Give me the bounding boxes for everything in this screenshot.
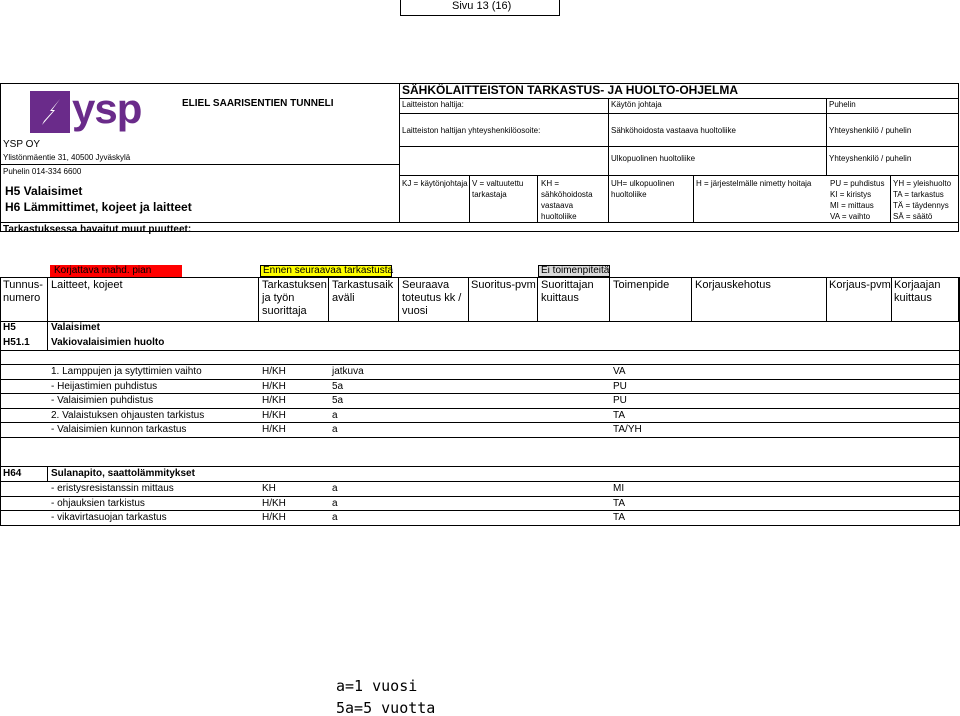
col-next-2: toteutus kk / [402,292,462,304]
table-row-interval: a [332,424,338,435]
group2-code: H64 [3,468,22,479]
section-h6: H6 Lämmittimet, kojeet ja laitteet [5,200,192,214]
field-contact-phone-1: Yhteyshenkilö / puhelin [829,126,912,135]
table-row-action: MI [613,483,625,494]
table-row-item: 2. Valaistuksen ohjausten tarkistus [51,410,205,421]
findings-label: Tarkastuksessa havaitut muut puutteet: [3,224,192,235]
legend-yh: YH = yleishuolto [893,179,952,188]
col-id-2: numero [3,292,41,304]
table-row-who: H/KH [262,366,286,377]
table-row-action: TA [613,512,626,523]
legend-mi: MI = mittaus [830,201,874,210]
col-inspector-2: ja työn [262,292,295,304]
table-row-interval: a [332,498,338,509]
legend-va: VA = vaihto [830,212,871,221]
company-phone: Puhelin 014-334 6600 [3,167,82,176]
note-5a-five-years: 5a=5 vuotta [336,699,436,716]
table-row-action: TA/YH [613,424,642,435]
group1-title1: Valaisimet [51,322,100,333]
field-owner: Laitteiston haltija: [402,100,464,109]
note-a-one-year: a=1 vuosi [336,677,418,695]
table-row-interval: 5a [332,381,344,392]
building-name: ELIEL SAARISENTIEN TUNNELI [182,98,334,109]
legend-ki: KI = kiristys [830,190,872,199]
table-row-item: 1. Lamppujen ja sytyttimien vaihto [51,366,202,377]
status-urgent-label: Korjattava mahd. pian [54,265,152,276]
col-next-3: vuosi [402,305,428,317]
table-row-item: - Valaisimien kunnon tarkastus [51,424,187,435]
table-row-item: - Valaisimien puhdistus [51,395,154,406]
group2-title: Sulanapito, saattolämmitykset [51,468,195,479]
field-contact-phone-2: Yhteyshenkilö / puhelin [829,154,912,163]
legend-sae: SÄ = säätö [893,212,933,221]
table-row-who: KH [262,483,276,494]
legend-ta: TA = tarkastus [893,190,944,199]
table-row-action: PU [613,381,627,392]
table-row-item: - ohjauksien tarkistus [51,498,145,509]
col-fix-request: Korjauskehotus [695,279,771,291]
status-no-action-label: Ei toimenpiteitä [541,265,610,276]
table-row-who: H/KH [262,498,286,509]
field-operator: Käytön johtaja [611,100,662,109]
table-row-interval: a [332,410,338,421]
legend-kh-3: vastaava [541,201,574,210]
col-inspector-1: Tarkastuksen [262,279,327,291]
col-interval-2: aväli [332,292,355,304]
table-row-item: - vikavirtasuojan tarkastus [51,512,167,523]
col-id-1: Tunnus- [3,279,43,291]
section-h5: H5 Valaisimet [5,184,83,198]
legend-kh-1: KH = [541,179,560,188]
table-row-interval: a [332,483,338,494]
field-phone: Puhelin [829,100,856,109]
table-row-item: - Heijastimien puhdistus [51,381,158,392]
legend-kh-2: sähköhoidosta [541,190,593,199]
legend-uh-1: UH= ulkopuolinen [611,179,675,188]
company-address: Ylistönmäentie 31, 40500 Jyväskylä [3,153,131,162]
col-fixer-sign-1: Korjaajan [894,279,941,291]
legend-pu: PU = puhdistus [830,179,885,188]
table-row-action: TA [613,498,626,509]
page-label: Sivu 13 (16) [452,0,512,12]
table-row-action: PU [613,395,627,406]
table-row-who: H/KH [262,424,286,435]
table-row-who: H/KH [262,512,286,523]
table-row-action: VA [613,366,626,377]
col-doer-sign-2: kuittaus [541,292,579,304]
group1-code2: H51.1 [3,337,30,348]
col-doer-sign-1: Suorittajan [541,279,594,291]
group1-title2: Vakiovalaisimien huolto [51,337,165,348]
doc-title: SÄHKÖLAITTEISTON TARKASTUS- JA HUOLTO-OHJELMA [402,83,738,97]
field-maintenance-company: Sähköhoidosta vastaava huoltoliike [611,126,736,135]
table-row-action: TA [613,410,626,421]
table-row-item: - eristysresistanssin mittaus [51,483,174,494]
field-external-maintenance: Ulkopuolinen huoltoliike [611,154,696,163]
table-row-who: H/KH [262,395,286,406]
legend-h: H = järjestelmälle nimetty hoitaja [696,179,812,188]
table-row-interval: a [332,512,338,523]
legend-tae: TÄ = täydennys [893,201,949,210]
table-row-who: H/KH [262,381,286,392]
col-inspector-3: suorittaja [262,305,307,317]
table-row-who: H/KH [262,410,286,421]
group1-code1: H5 [3,322,16,333]
col-fix-date: Korjaus-pvm [829,279,891,291]
legend-uh-2: huoltoliike [611,190,647,199]
ysp-logo [30,85,155,133]
legend-kh-4: huoltoliike [541,212,577,221]
col-action: Toimenpide [613,279,670,291]
legend-v-2: tarkastaja [472,190,507,199]
company-name: YSP OY [3,139,41,150]
logo-text: ysp [72,85,142,132]
col-interval-1: Tarkastusaik [332,279,394,291]
col-next-1: Seuraava [402,279,450,291]
field-owner-contact: Laitteiston haltijan yhteyshenkilöosoite: [402,126,541,135]
legend-kj: KJ = käytönjohtaja [402,179,468,188]
col-fixer-sign-2: kuittaus [894,292,932,304]
table-row-interval: 5a [332,395,344,406]
legend-v-1: V = valtuutettu [472,179,524,188]
col-device: Laitteet, kojeet [51,279,123,291]
status-before-next-label: Ennen seuraavaa tarkastusta [263,265,394,276]
table-row-interval: jatkuva [332,366,364,377]
col-done-date: Suoritus-pvm [471,279,536,291]
